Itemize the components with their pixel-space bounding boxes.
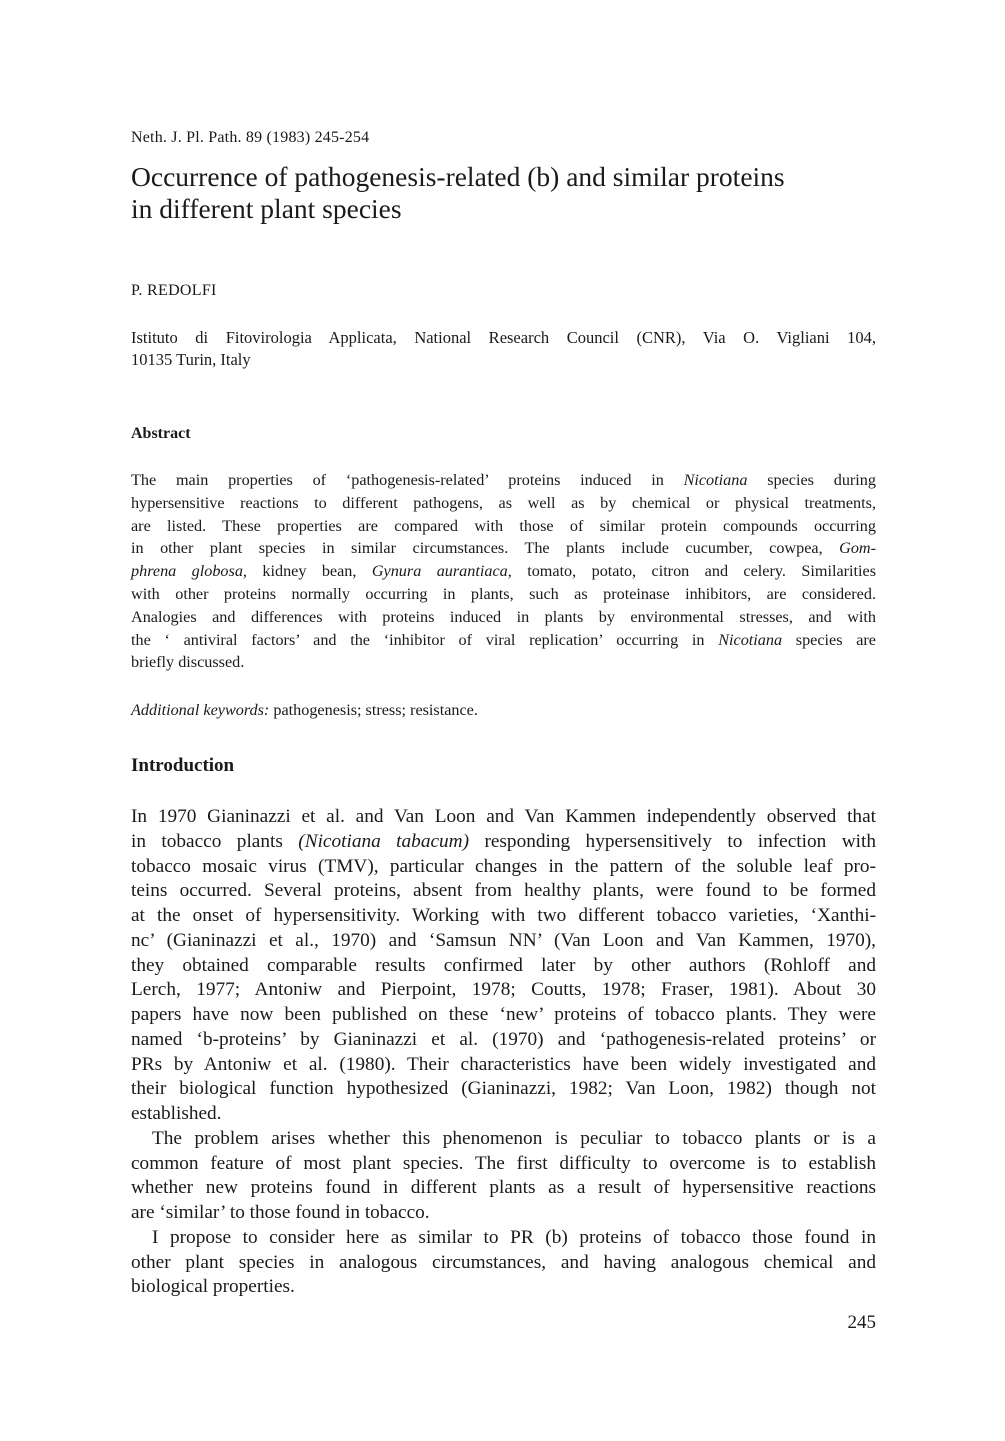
abstract-line: briefly discussed.: [131, 653, 245, 672]
intro-line: named ‘b-proteins’ by Gianinazzi et al. (1970) and ‘pathogenesis-related proteins’ or: [131, 1028, 876, 1050]
abstract-line: hypersensitive reactions to different pathogens, as well as by chemical or physical treatments,: [131, 493, 876, 512]
abstract-line: phrena globosa, kidney bean, Gynura aurantiaca, tomato, potato, citron and celery. Similarities: [131, 562, 877, 581]
intro-line: Lerch, 1977; Antoniw and Pierpoint, 1978; Coutts, 1978; Fraser, 1981). About 30: [131, 979, 876, 1001]
author-affiliation: [131, 327, 876, 371]
abstract-line: with other proteins normally occurring in plants, such as proteinase inhibitors, are considered.: [131, 584, 876, 603]
intro-line: PRs by Antoniw et al. (1980). Their characteristics have been widely investigated and: [131, 1053, 876, 1075]
intro-line: common feature of most plant species. The first difficulty to overcome is to establish: [131, 1152, 876, 1174]
intro-line: in tobacco plants (Nicotiana tabacum) responding hypersensitively to infection with: [131, 830, 876, 852]
article-title: [131, 161, 891, 225]
journal-reference: Neth. J. Pl. Path. 89 (1983) 245-254: [131, 129, 370, 146]
abstract-line: in other plant species in similar circumstances. The plants include cucumber, cowpea, Gom-: [131, 539, 876, 558]
intro-line: are ‘similar’ to those found in tobacco.: [131, 1202, 430, 1223]
intro-line: established.: [131, 1103, 222, 1124]
author-name: P. REDOLFI: [131, 282, 217, 299]
intro-line: nc’ (Gianinazzi et al., 1970) and ‘Samsun NN’ (Van Loon and Van Kammen, 1970),: [131, 929, 876, 951]
abstract-line: are listed. These properties are compared with those of similar protein compounds occurring: [131, 516, 876, 535]
affiliation-line-1: Istituto di Fitovirologia Applicata, National Research Council (CNR), Via O. Vigliani 104,: [131, 328, 876, 347]
keywords-text: pathogenesis; stress; resistance.: [269, 701, 478, 719]
intro-line: teins occurred. Several proteins, absent from healthy plants, were found to be formed: [131, 880, 876, 902]
intro-line: biological properties.: [131, 1276, 295, 1298]
intro-line: other plant species in analogous circumstances, and having analogous chemical and: [131, 1251, 876, 1273]
intro-line: The problem arises whether this phenomenon is peculiar to tobacco plants or is a: [152, 1127, 876, 1149]
intro-line: at the onset of hypersensitivity. Working with two different tobacco varieties, ‘Xanthi-: [131, 905, 876, 926]
title-line-1: Occurrence of pathogenesis-related (b) and similar proteins: [131, 161, 785, 192]
introduction-body: [131, 805, 876, 1300]
intro-line: whether new proteins found in different plants as a result of hypersensitive reactions: [131, 1177, 876, 1199]
abstract-line: Analogies and differences with proteins induced in plants by environmental stresses, and with: [131, 607, 876, 626]
abstract-body: [131, 469, 876, 674]
intro-line: papers have now been published on these ‘new’ proteins of tobacco plants. They were: [131, 1004, 876, 1025]
intro-line: tobacco mosaic virus (TMV), particular changes in the pattern of the soluble leaf pro-: [131, 855, 876, 877]
intro-line: they obtained comparable results confirmed later by other authors (Rohloff and: [131, 954, 876, 976]
abstract-line: the ‘ antiviral factors’ and the ‘inhibitor of viral replication’ occurring in Nicotiana species are: [131, 630, 876, 649]
intro-line: In 1970 Gianinazzi et al. and Van Loon and Van Kammen independently observed that: [131, 806, 876, 827]
paper-page: [131, 0, 876, 1441]
page-number: 245: [847, 1312, 876, 1333]
intro-line: I propose to consider here as similar to PR (b) proteins of tobacco those found in: [152, 1226, 876, 1248]
abstract-line: The main properties of ‘pathogenesis-related’ proteins induced in Nicotiana species during: [131, 471, 876, 489]
title-line-2: in different plant species: [131, 193, 402, 224]
additional-keywords: [131, 701, 478, 720]
affiliation-line-2: 10135 Turin, Italy: [131, 350, 251, 369]
abstract-heading: Abstract: [131, 425, 191, 442]
keywords-label: Additional keywords:: [131, 701, 270, 719]
introduction-heading: Introduction: [131, 755, 235, 776]
intro-line: their biological function hypothesized (Gianinazzi, 1982; Van Loon, 1982) though not: [131, 1078, 876, 1100]
